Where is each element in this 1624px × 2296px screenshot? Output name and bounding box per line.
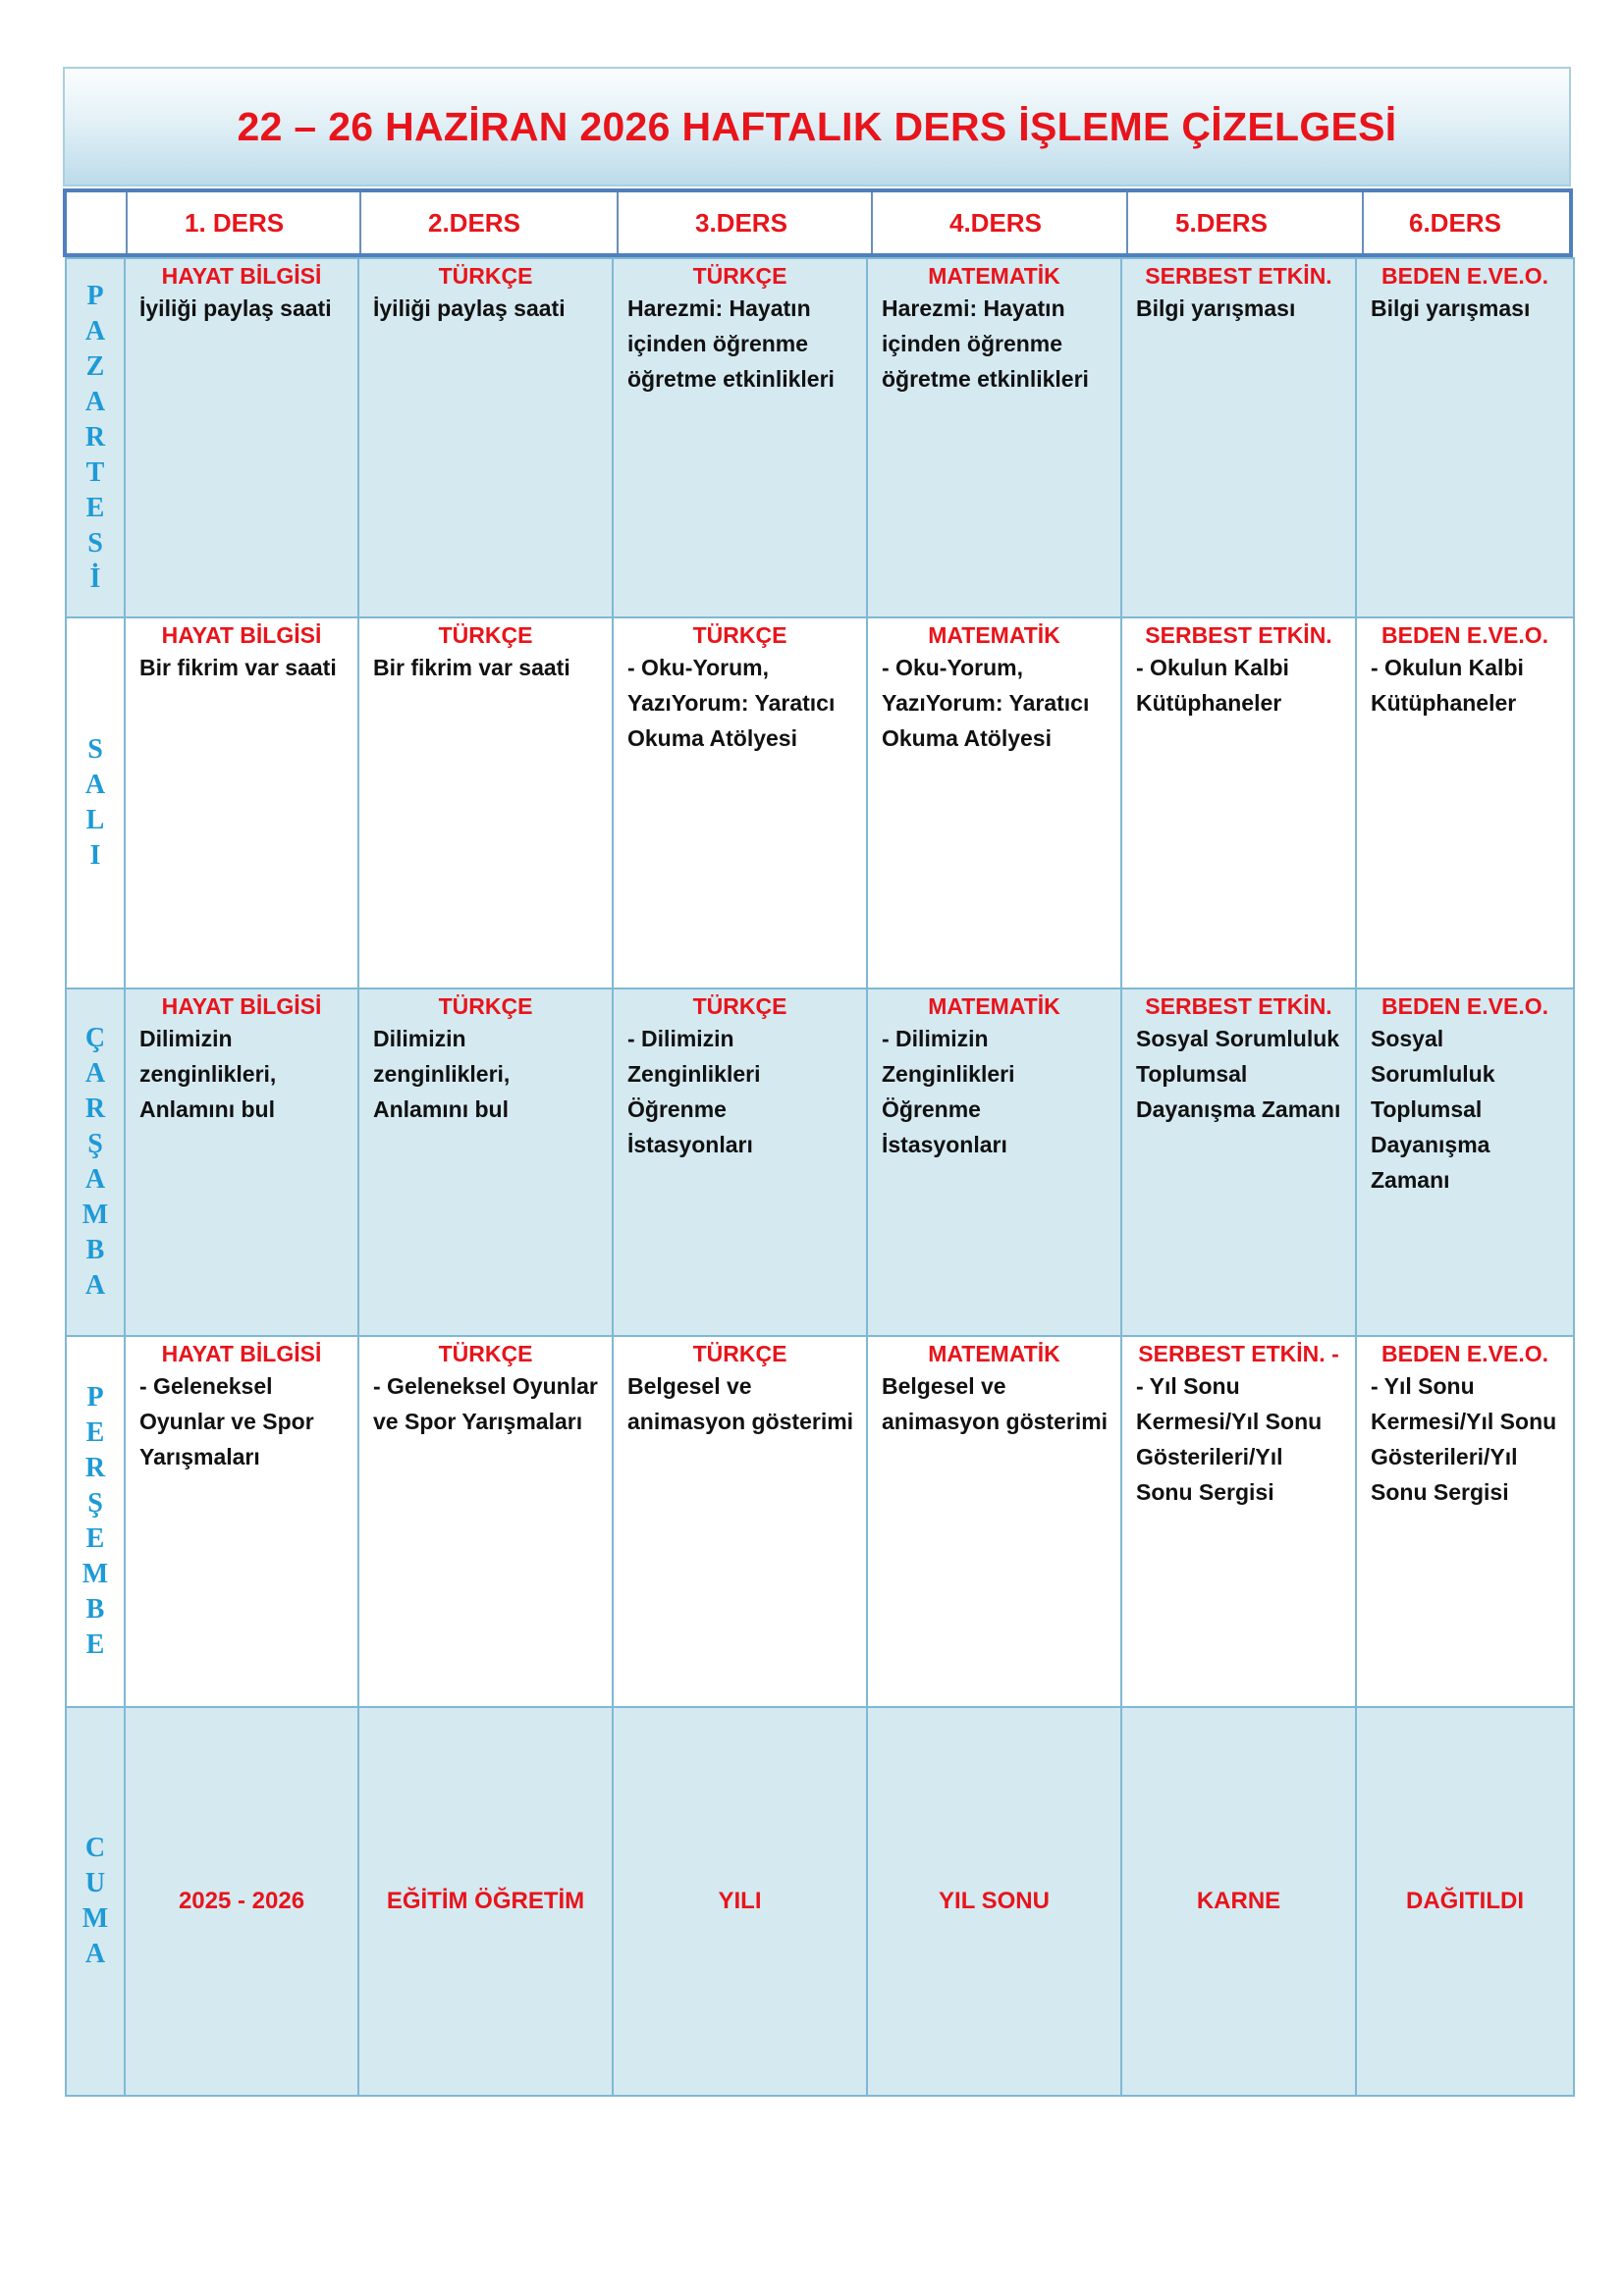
lesson-subject: TÜRKÇE (438, 1341, 533, 1366)
day-letter: Ç (84, 1023, 106, 1053)
friday-message-cell: EĞİTİM ÖĞRETİM (358, 1707, 613, 2096)
day-letter: I (89, 840, 101, 871)
day-letter: P (86, 281, 104, 311)
lesson-subject: SERBEST ETKİN. (1145, 993, 1332, 1019)
day-letter: R (84, 1094, 106, 1124)
day-letter: S (87, 528, 103, 559)
day-row (66, 988, 1574, 1336)
lesson-subject: MATEMATİK (928, 622, 1060, 648)
day-letter: L (85, 805, 105, 835)
lesson-cell (125, 617, 358, 988)
day-letter: A (84, 1164, 106, 1195)
header-lesson-5: 5.DERS (1128, 192, 1364, 253)
header-corner-cell (67, 192, 128, 253)
day-letter: E (85, 1417, 105, 1448)
day-letter: T (85, 457, 105, 488)
weekly-schedule-table (65, 257, 1575, 2097)
lesson-cell (125, 988, 358, 1336)
lesson-subject: TÜRKÇE (438, 993, 533, 1019)
day-letter: B (85, 1235, 105, 1265)
lesson-topic: Harezmi: Hayatın içinden öğrenme öğretme etkinlikleri (882, 295, 1089, 392)
day-letter: E (85, 1523, 105, 1554)
day-letter: A (84, 316, 106, 347)
friday-message-cell: YIL SONU (867, 1707, 1121, 2096)
day-letter: B (85, 1594, 105, 1625)
lesson-cell (613, 258, 867, 617)
lesson-cell (1356, 1336, 1574, 1707)
lesson-topic: Sosyal Sorumluluk Toplumsal Dayanışma Zamanı (1136, 1026, 1341, 1122)
day-name-vertical (67, 1380, 124, 1663)
day-letter: A (84, 1270, 106, 1301)
lesson-topic: - Yıl Sonu Kermesi/Yıl Sonu Gösterileri/Yıl Sonu Sergisi (1136, 1373, 1323, 1505)
lesson-subject: HAYAT BİLGİSİ (161, 1341, 322, 1366)
day-name-vertical (67, 1021, 124, 1304)
day-letter: R (84, 422, 106, 453)
day-letter: C (84, 1833, 106, 1863)
lesson-topic: - Dilimizin Zenginlikleri Öğrenme İstasyonları (882, 1026, 1015, 1157)
day-label-cell (66, 1707, 125, 2096)
friday-message-cell: KARNE (1121, 1707, 1356, 2096)
day-letter: Ş (87, 1129, 103, 1159)
lesson-cell (358, 617, 613, 988)
day-row (66, 1336, 1574, 1707)
lesson-cell (867, 1336, 1121, 1707)
lesson-cell (1121, 988, 1356, 1336)
lesson-subject: SERBEST ETKİN. (1145, 622, 1332, 648)
lesson-subject: HAYAT BİLGİSİ (161, 263, 322, 289)
lesson-subject: TÜRKÇE (692, 622, 787, 648)
lesson-topic: Belgesel ve animasyon gösterimi (627, 1373, 854, 1434)
day-letter: M (81, 1200, 109, 1230)
friday-message-cell: YILI (613, 1707, 867, 2096)
day-letter: E (85, 493, 105, 523)
day-letter: M (81, 1903, 109, 1934)
lesson-topic: - Okulun Kalbi Kütüphaneler (1371, 655, 1524, 716)
lesson-cell (358, 988, 613, 1336)
header-lesson-3: 3.DERS (619, 192, 873, 253)
friday-message-cell: 2025 - 2026 (125, 1707, 358, 2096)
lesson-cell (358, 1336, 613, 1707)
day-letter: S (87, 734, 103, 765)
lesson-cell (1356, 258, 1574, 617)
lesson-topic: Belgesel ve animasyon gösterimi (882, 1373, 1109, 1434)
day-name-vertical (67, 732, 124, 874)
lesson-subject: TÜRKÇE (438, 622, 533, 648)
lesson-subject: BEDEN E.VE.O. (1381, 622, 1548, 648)
day-letter: Z (85, 351, 105, 382)
lesson-cell (125, 1336, 358, 1707)
lesson-subject: TÜRKÇE (692, 263, 787, 289)
day-letter: P (86, 1382, 104, 1413)
day-letter: U (84, 1868, 106, 1898)
day-letter: E (85, 1629, 105, 1660)
lesson-subject: MATEMATİK (928, 263, 1060, 289)
lesson-subject: SERBEST ETKİN. - (1138, 1341, 1339, 1366)
lesson-cell (867, 258, 1121, 617)
lesson-cell (1121, 258, 1356, 617)
lesson-cell (613, 988, 867, 1336)
lesson-cell (125, 258, 358, 617)
lesson-topic: - Oku-Yorum, YazıYorum: Yaratıcı Okuma Atölyesi (627, 655, 836, 751)
day-row-friday (66, 1707, 1574, 2096)
lesson-cell (1121, 617, 1356, 988)
lesson-topic: - Okulun Kalbi Kütüphaneler (1136, 655, 1289, 716)
lesson-topic: Bilgi yarışması (1136, 295, 1296, 321)
page-title: 22 – 26 HAZİRAN 2026 HAFTALIK DERS İŞLEME ÇİZELGESİ (237, 103, 1397, 149)
lesson-topic: - Oku-Yorum, YazıYorum: Yaratıcı Okuma Atölyesi (882, 655, 1090, 751)
lesson-topic: - Dilimizin Zenginlikleri Öğrenme İstasyonları (627, 1026, 761, 1157)
lesson-cell (358, 258, 613, 617)
header-lesson-4: 4.DERS (873, 192, 1128, 253)
header-lesson-2: 2.DERS (361, 192, 619, 253)
lesson-topic: Bir fikrim var saati (139, 655, 337, 680)
lesson-cell (867, 988, 1121, 1336)
lesson-cell (613, 617, 867, 988)
lesson-topic: Sosyal Sorumluluk Toplumsal Dayanışma Zamanı (1371, 1026, 1495, 1193)
day-label-cell (66, 617, 125, 988)
friday-message-cell: DAĞITILDI (1356, 1707, 1574, 2096)
lesson-subject: HAYAT BİLGİSİ (161, 622, 322, 648)
day-row (66, 617, 1574, 988)
lesson-topic: - Geleneksel Oyunlar ve Spor Yarışmaları (139, 1373, 314, 1469)
lesson-subject: BEDEN E.VE.O. (1381, 1341, 1548, 1366)
lesson-topic: İyiliği paylaş saati (373, 295, 566, 321)
lesson-subject: TÜRKÇE (438, 263, 533, 289)
lesson-cell (867, 617, 1121, 988)
header-lesson-6: 6.DERS (1409, 207, 1501, 238)
lesson-subject: SERBEST ETKİN. (1145, 263, 1332, 289)
lesson-topic: Bir fikrim var saati (373, 655, 570, 680)
day-letter: A (84, 770, 106, 800)
header-lesson-1: 1. DERS (128, 192, 361, 253)
lesson-subject: BEDEN E.VE.O. (1381, 993, 1548, 1019)
lesson-topic: Dilimizin zenginlikleri, Anlamını bul (373, 1026, 511, 1122)
lesson-cell (1121, 1336, 1356, 1707)
day-letter: Ş (87, 1488, 103, 1519)
day-letter: İ (89, 563, 101, 594)
day-label-cell (66, 1336, 125, 1707)
day-name-vertical (67, 1831, 124, 1972)
lesson-header-row (63, 188, 1573, 257)
lesson-topic: - Yıl Sonu Kermesi/Yıl Sonu Gösterileri/Yıl Sonu Sergisi (1371, 1373, 1557, 1505)
lesson-subject: HAYAT BİLGİSİ (161, 993, 322, 1019)
lesson-topic: Bilgi yarışması (1371, 295, 1531, 321)
day-letter: M (81, 1559, 109, 1589)
lesson-topic: İyiliği paylaş saati (139, 295, 332, 321)
day-letter: A (84, 1058, 106, 1089)
lesson-topic: - Geleneksel Oyunlar ve Spor Yarışmaları (373, 1373, 598, 1434)
title-banner (63, 67, 1571, 187)
day-name-vertical (67, 279, 124, 597)
day-letter: R (84, 1453, 106, 1483)
lesson-topic: Dilimizin zenginlikleri, Anlamını bul (139, 1026, 277, 1122)
lesson-subject: MATEMATİK (928, 1341, 1060, 1366)
lesson-topic: Harezmi: Hayatın içinden öğrenme öğretme etkinlikleri (627, 295, 835, 392)
lesson-subject: BEDEN E.VE.O. (1381, 263, 1548, 289)
lesson-cell (1356, 617, 1574, 988)
day-letter: A (84, 1939, 106, 1969)
lesson-subject: MATEMATİK (928, 993, 1060, 1019)
lesson-cell (613, 1336, 867, 1707)
day-letter: A (84, 387, 106, 417)
lesson-subject: TÜRKÇE (692, 1341, 787, 1366)
day-label-cell (66, 988, 125, 1336)
lesson-cell (1356, 988, 1574, 1336)
lesson-subject: TÜRKÇE (692, 993, 787, 1019)
day-row (66, 258, 1574, 617)
day-label-cell (66, 258, 125, 617)
